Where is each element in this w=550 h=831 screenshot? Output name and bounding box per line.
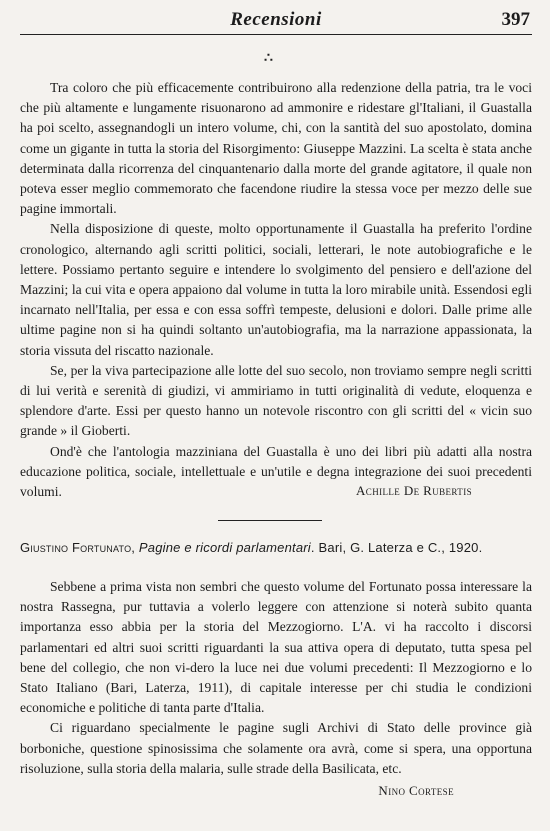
paragraph: Ond'è che l'antologia mazziniana del Guastalla è uno dei libri più adatti alla nostra educazione politica, sociale, intellettuale e un'utile e degna integrazione dei suoi precedenti volumi. <box>20 443 532 500</box>
book-author: Giustino Fortunato <box>20 540 132 555</box>
section-divider <box>218 520 322 521</box>
paragraph: Ci riguardano specialmente le pagine sugli Archivi di Stato delle province già borboniche, questione spinosissima che solamente ora avrà, come si spera, una opportuna risoluzione, sulla storia della malaria, sulle strade della Basilicata, etc. <box>20 720 532 776</box>
bibliographic-entry: Giustino Fortunato, Pagine e ricordi parlamentari. Bari, G. Laterza e C., 1920. <box>20 540 483 555</box>
paragraph: Tra coloro che più efficacemente contribuirono alla redenzione della patria, tra le voci che più altamente e lungamente risuonarono ad ammonire e ridestare gl'Italiani, il Guastalla ha poi scelto, assegnandogli un intero volume, chi, con la santità del suo apostolato, domina come un gigante in tutta la storia del Risorgimento: Giuseppe Mazzini. La scelta è stata anche determinata dalla ricorrenza del cinquantenario dalla morte del grande agitatore, il quale non poteva esser meglio commemorato che facendone riudire la stessa voce per mezzo delle sue pagine immortali. <box>20 80 532 217</box>
reviewer-signature: Achille De Rubertis <box>356 483 472 498</box>
review-fortunato <box>20 577 532 779</box>
ornament: ∴ <box>264 51 274 66</box>
running-header <box>20 6 532 35</box>
page-number: 397 <box>501 9 530 30</box>
section-title: Recensioni <box>230 9 322 30</box>
review-mazzini <box>20 78 532 502</box>
paragraph: Nella disposizione di queste, molto opportunamente il Guastalla ha preferito l'ordine cronologico, alternando agli scritti politici, sociali, letterari, le note autobiografiche e le lettere. Possiamo pertanto seguire e intendere lo svolgimento del pensiero e dell'azione del Mazzini; la cui vita e opera appaiono dal volume in tutta la loro mirabile unità. Essendosi egli incarnato nell'Italia, per essa e con essa soffrì tempeste, delusioni e dolori. Dalle prime alle ultime pagine non si ha quindi soltanto un'autobiografia, ma la narrazione appassionata, la storia vissuta del riscatto nazionale. <box>20 221 532 358</box>
book-title: Pagine e ricordi parlamentari <box>138 540 311 555</box>
reviewer-signature: Nino Cortese <box>378 783 454 798</box>
book-publisher: . Bari, G. Laterza e C., 1920. <box>310 540 483 555</box>
paragraph: Se, per la viva partecipazione alle lotte del suo secolo, non troviamo sempre negli scritti di lui verità e serenità di giudizi, vi ammiriamo in tutti originalità di vedute, eloquenza e splendore d'arte. Essi per questo hanno un notevole riscontro con gli scritti del « vicin suo grande » il Gioberti. <box>20 362 532 439</box>
paragraph: Sebbene a prima vista non sembri che questo volume del Fortunato possa interessare la nostra Rassegna, pur tuttavia a volerlo leggere con attenzione si noterà subito quanta importanza esso abbia per la storia del Mezzogiorno. L'A. vi ha raccolto i discorsi parlamentari ed altri suoi scritti riguardanti la sua attiva opera di deputato, tutta spesa pel bene del collegio, che non vi-dero la luce nei due volumi precedenti: Il Mezzogiorno e lo Stato Italiano (Bari, Laterza, 1911), di capitale interesse per chi studia le condizioni economiche e politiche di tanta parte d'Italia. <box>20 579 532 716</box>
